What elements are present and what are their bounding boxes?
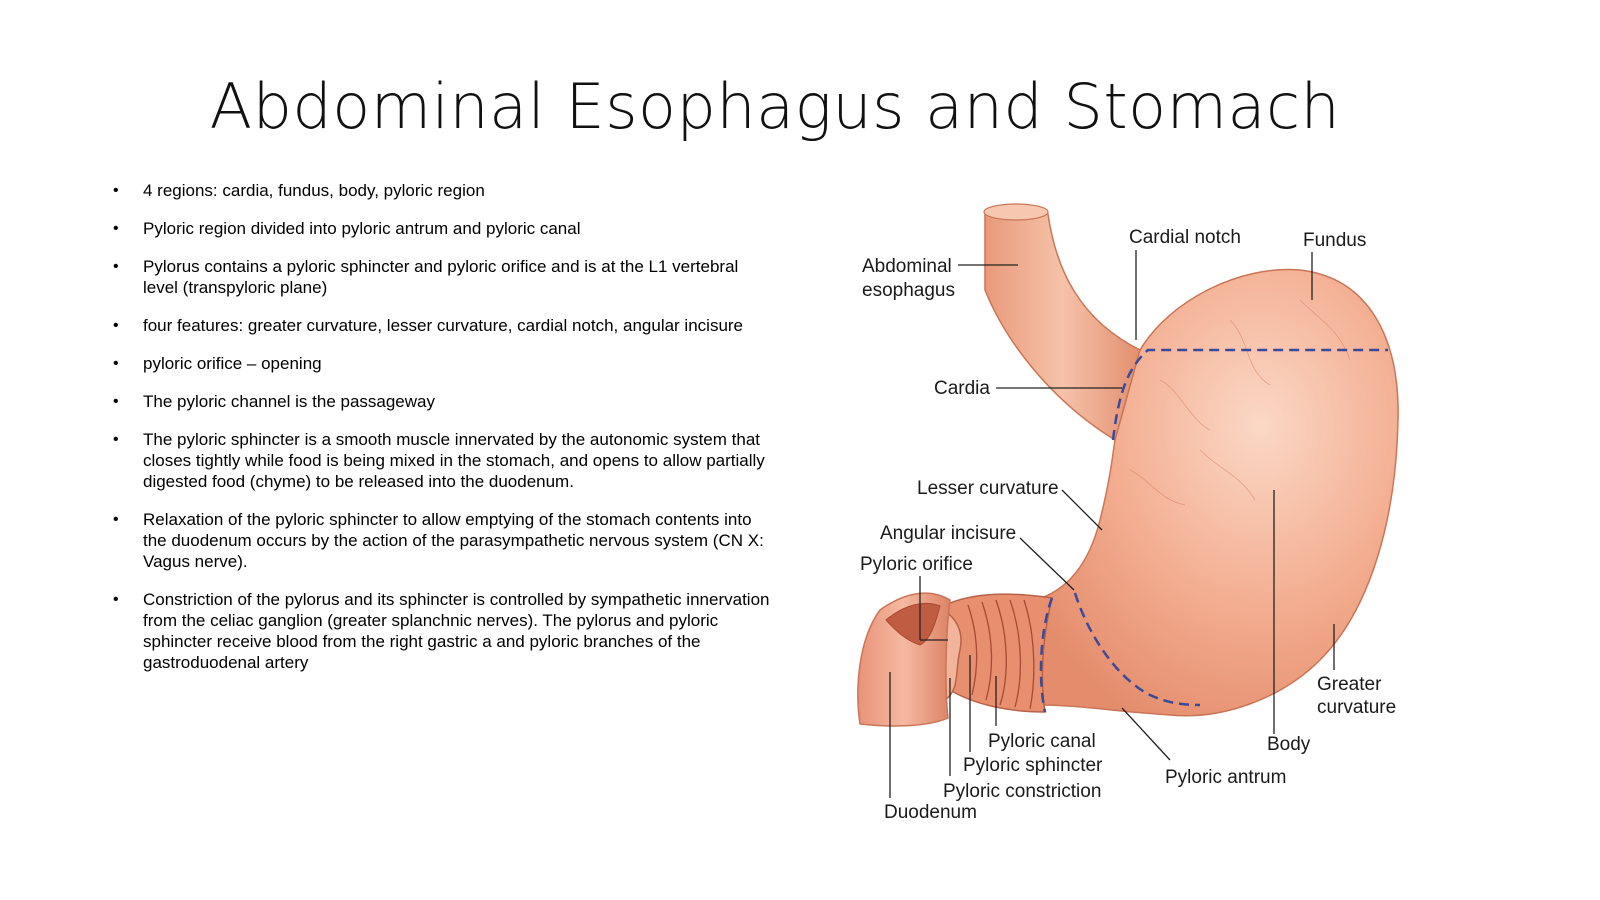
label-duodenum: Duodenum — [884, 802, 977, 823]
bullet-item: • pyloric orifice – opening — [113, 353, 773, 374]
label-body: Body — [1267, 734, 1311, 755]
leader-pyloric-antrum — [1122, 708, 1170, 760]
label-lesser-curvature: Lesser curvature — [917, 478, 1059, 499]
label-abdominal-esophagus-line1: Abdominal — [862, 256, 952, 277]
label-fundus: Fundus — [1303, 230, 1367, 251]
leader-angular-incisure — [1020, 538, 1074, 590]
esophagus-opening — [984, 204, 1048, 220]
label-pyloric-antrum: Pyloric antrum — [1165, 767, 1287, 788]
leader-lesser-curvature — [1062, 490, 1102, 530]
pyloric-canal-shape — [945, 594, 1052, 712]
label-abdominal-esophagus-line2: esophagus — [862, 280, 955, 301]
bullet-item: • 4 regions: cardia, fundus, body, pyloric region — [113, 180, 773, 201]
label-pyloric-orifice: Pyloric orifice — [860, 554, 973, 575]
bullet-item: • Pyloric region divided into pyloric antrum and pyloric canal — [113, 218, 773, 239]
slide-title: Abdominal Esophagus and Stomach — [209, 70, 1341, 143]
label-cardial-notch: Cardial notch — [1129, 227, 1241, 248]
label-angular-incisure: Angular incisure — [880, 523, 1017, 544]
label-pyloric-canal: Pyloric canal — [988, 731, 1096, 752]
label-pyloric-sphincter: Pyloric sphincter — [963, 755, 1103, 776]
bullet-item: • Relaxation of the pyloric sphincter to allow emptying of the stomach contents into the duodenum occurs by the action of the parasympathetic nervous system (CN X: Vagus nerve). — [113, 509, 773, 572]
bullet-item: • The pyloric channel is the passageway — [113, 391, 773, 412]
bullet-list — [113, 180, 773, 690]
bullet-item: • Pylorus contains a pyloric sphincter and pyloric orifice and is at the L1 vertebral level (transpyloric plane) — [113, 256, 773, 298]
bullet-item: • Constriction of the pylorus and its sphincter is controlled by sympathetic innervation from the celiac ganglion (greater splanchnic nerves). The pylorus and pyloric sphincter receive blood from the right gastric a and pyloric branches of the gastroduodenal artery — [113, 589, 773, 673]
label-pyloric-constriction: Pyloric constriction — [943, 781, 1102, 802]
stomach-illustration — [850, 190, 1450, 850]
label-greater-curvature-line2: curvature — [1317, 697, 1397, 718]
esophagus-shape — [985, 207, 1140, 440]
bullet-item: • The pyloric sphincter is a smooth muscle innervated by the autonomic system that closes tightly while food is being mixed in the stomach, and opens to allow partially digested food (chyme) to be released into the duodenum. — [113, 429, 773, 492]
label-cardia: Cardia — [934, 378, 990, 399]
stomach-diagram — [850, 190, 1450, 850]
bullet-item: • four features: greater curvature, lesser curvature, cardial notch, angular incisure — [113, 315, 773, 336]
label-greater-curvature-line1: Greater — [1317, 674, 1382, 695]
